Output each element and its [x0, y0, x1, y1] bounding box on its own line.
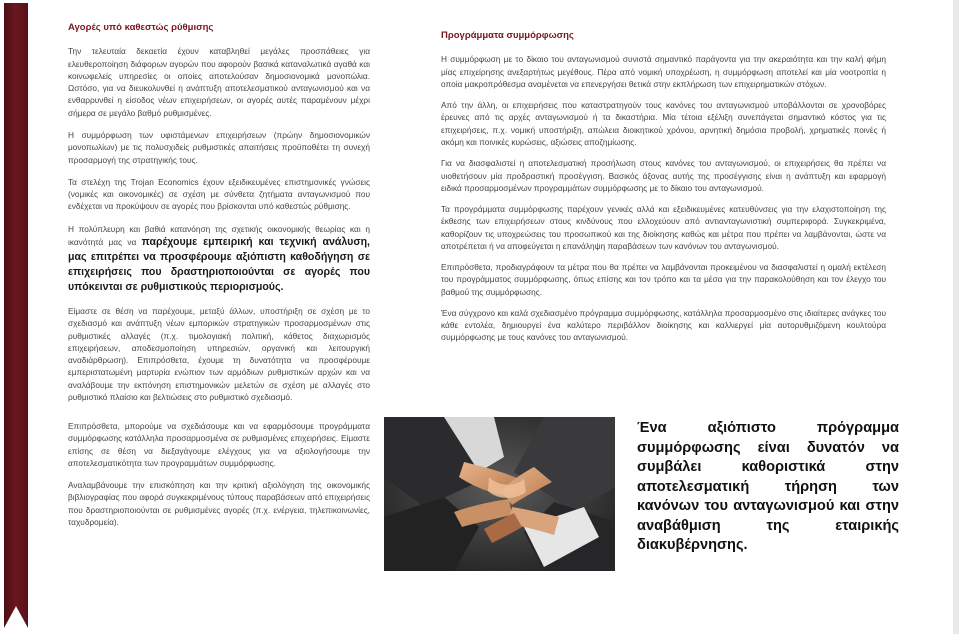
right-column: [441, 30, 886, 353]
left-paragraph-4-intro: Η πολύπλευρη και βαθιά κατανόηση της σχετικής οικονομικής θεωρίας και η ικανότητά μας να: [68, 223, 370, 247]
teamwork-hands-photo: [384, 417, 615, 571]
right-paragraph-5: Επιπρόσθετα, προδιαγράφουν τα μέτρα που θα πρέπει να λαμβάνονται προκειμένου να διασφαλιστεί η ομαλή εκτέλεση του προγράμματος συμμόρφωσης, όπως επίσης και τον τρόπο και τα μέσα για την παρακολούθηση και τον έλεγχο του βαθμού της συμμόρφωσης.: [441, 262, 886, 297]
regulated-markets-heading: Αγορές υπό καθεστώς ρύθμισης: [68, 22, 214, 33]
left-paragraph-6: Επιπρόσθετα, μπορούμε να σχεδιάσουμε και να εφαρμόσουμε προγράμματα συμμόρφωσης κατάλληλα προσαρμοσμένα σε ρυθμισμένες επιχειρήσεις. Είμαστε επίσης σε θέση να διεξαγάγουμε ελέγχους για να αξιολογήσουμε την αποτελεσματικότητα των προγραμμάτων συμμόρφωσης.: [68, 421, 370, 468]
left-paragraph-7: Αναλαμβάνουμε την επισκόπηση και την κριτική αξιολόγηση της οικονομικής βιβλιογραφίας που αφορά συγκεκριμένους τύπους παραβάσεων από επιχειρήσεις που δραστηριοποιούνται σε ρυθμισμένες αγορές (π.χ. ενέργεια, τηλεπικοινωνίες, ταχυδρομεία).: [68, 480, 370, 527]
left-column: [68, 22, 370, 413]
right-paragraph-4: Τα προγράμματα συμμόρφωσης παρέχουν γενικές αλλά και εξειδικευμένες κατευθύνσεις για την ελαχιστοποίηση της έκθεσης των επιχειρήσεων στους κινδύνους που ελλοχεύουν από αντιανταγωνιστική συμπεριφορά. Συγκεκριμένα, καθορίζουν τις υποχρεώσεις του προσωπικού και της διοίκησης καθώς και μέτρα που πρέπει να λαμβάνονται, ώστε να αποτρέπεται ή να αποφεύγεται η επανάληψη παραβάσεων των κανόνων του ανταγωνισμού.: [441, 204, 886, 251]
compliance-programs-heading: Προγράμματα συμμόρφωσης: [441, 30, 574, 41]
right-paragraph-1: Η συμμόρφωση με το δίκαιο του ανταγωνισμού συνιστά σημαντικό παράγοντα για την ακεραιότητα και την καλή φήμη μίας επιχείρησης ανεξαρτήτως μεγέθους. Πέρα από νομική υποχρέωση, η συμμόρφωση αποτελεί και μία νοοτροπία η οποία μακροπρόθεσμα αναμένεται να επενεργήσει θετικά στην εκπλήρωση των επιχειρηματικών στόχων.: [441, 54, 886, 89]
bookmark-ribbon: [4, 3, 28, 628]
right-paragraph-6: Ένα σύγχρονο και καλά σχεδιασμένο πρόγραμμα συμμόρφωσης, κατάλληλα προσαρμοσμένο στις ιδιαίτερες ανάγκες του κάθε εντολέα, δημιουργεί ένα καλύτερο περιβάλλον διοίκησης και καλλιεργεί μία αυτορυθμιζόμενη κουλτούρα συμμόρφωσης με τους κανόνες του ανταγωνισμού.: [441, 307, 886, 343]
left-column-lower: [68, 420, 370, 538]
left-margin: [0, 0, 31, 634]
left-paragraph-4: [68, 223, 370, 295]
page-edge-strip: [953, 0, 959, 634]
right-paragraph-3: Για να διασφαλιστεί η αποτελεσματική προσήλωση στους κανόνες του ανταγωνισμού, οι επιχειρήσεις θα πρέπει να υιοθετήσουν μία προδραστική προσέγγιση. Βασικός άξονας αυτής της προσέγγισης είναι η ανάπτυξη και εφαρμογή ειδικά προσαρμοσμένων προγραμμάτων συμμόρφωσης με το δίκαιο του ανταγωνισμού.: [441, 158, 886, 193]
right-paragraph-2: Από την άλλη, οι επιχειρήσεις που καταστρατηγούν τους κανόνες του ανταγωνισμού υποβάλλονται σε χρονοβόρες έρευνες από τις αρχές ανταγωνισμού ή τα δικαστήρια. Μία τέτοια εξέλιξη συνεπάγεται σημαντικό κόστος για τις επιχειρήσεις, π.χ. νομική υποστήριξη, απώλεια διοικητικού χρόνου, αρνητική δημόσια προβολή, χρηματικές ποινές ή ακόμη και ποινικές κυρώσεις, αξιώσεις αποζημίωσης.: [441, 100, 886, 147]
left-paragraph-3: Τα στελέχη της Trojan Economics έχουν εξειδικευμένες επιστημονικές γνώσεις (νομικές και οικονομικές) σε σχέση με σύνθετα ζητήματα ανταγωνισμού που ενδέχεται να προκύψουν σε αγορές που βρίσκονται υπό καθεστώς ρύθμισης.: [68, 176, 370, 212]
left-paragraph-1: Την τελευταία δεκαετία έχουν καταβληθεί μεγάλες προσπάθειες για ελευθεροποίηση διάφορων αγορών που αφορούν βασικά καταναλωτικά αγαθά και κοινωφελείς υπηρεσίες οι οποίες αποτελούσαν δημοσιονομικά μονοπώλια. Ωστόσο, για να διευκολυνθεί η ανάπτυξη αποτελεσματικού ανταγωνισμού και να ενθαρρυνθεί η είσοδος νέων επιχειρήσεων, οι αγορές αυτές παραμένουν μέχρι σήμερα σε μεγάλο βαθμό ρυθμισμένες.: [68, 46, 370, 118]
left-paragraph-5: Είμαστε σε θέση να παρέχουμε, μεταξύ άλλων, υποστήριξη σε σχέση με το σχεδιασμό και ανάπτυξη νέων εμπορικών στρατηγικών προσαρμοσμένων στις ρυθμιστικές αλλαγές (π.χ. τιμολογιακή πολιτική, κάθετος διαχωρισμός επιχειρήσεων, αποδεσμοποίηση υπηρεσιών, οργανική και λειτουργική αναδιάρθρωση). Επιπρόσθετα, έχουμε τη δυνατότητα να προσφέρουμε εμπεριστατωμένη μαρτυρία ενώπιον των αρμόδιων ρυθμιστικών αρχών και να αναλάβουμε την εκπόνηση επιστημονικών μελετών σε σχέση με αλλαγές στο ρυθμιστικό πλαίσιο και βελτιώσεις στο ρυθμιστικό σχεδιασμό.: [68, 305, 370, 402]
left-paragraph-4-emphasis: παρέχουμε εμπειρική και τεχνική ανάλυση, μας επιτρέπει να προσφέρουμε αξιόπιστη καθοδήγηση σε επιχειρήσεις που δραστηριοποιούνται σε αγορές που υπόκεινται σε ρυθμιστικούς περιορισμούς.: [68, 235, 370, 293]
left-paragraph-2: Η συμμόρφωση των υφιστάμενων επιχειρήσεων (πρώην δημοσιονομικών μονοπωλίων) με τις πολυσχιδείς ρυθμιστικές απαιτήσεις προϋποθέτει τη συνεχή προσαρμογή της στρατηγικής τους.: [68, 129, 370, 165]
pull-quote: Ένα αξιόπιστο πρόγραμμα συμμόρφωσης είναι δυνατόν να συμβάλει καθοριστικά στην αποτελεσματική τήρηση των κανόνων του ανταγωνισμού και στην αναβάθμιση της εταιρικής διακυβέρνησης.: [637, 420, 899, 554]
